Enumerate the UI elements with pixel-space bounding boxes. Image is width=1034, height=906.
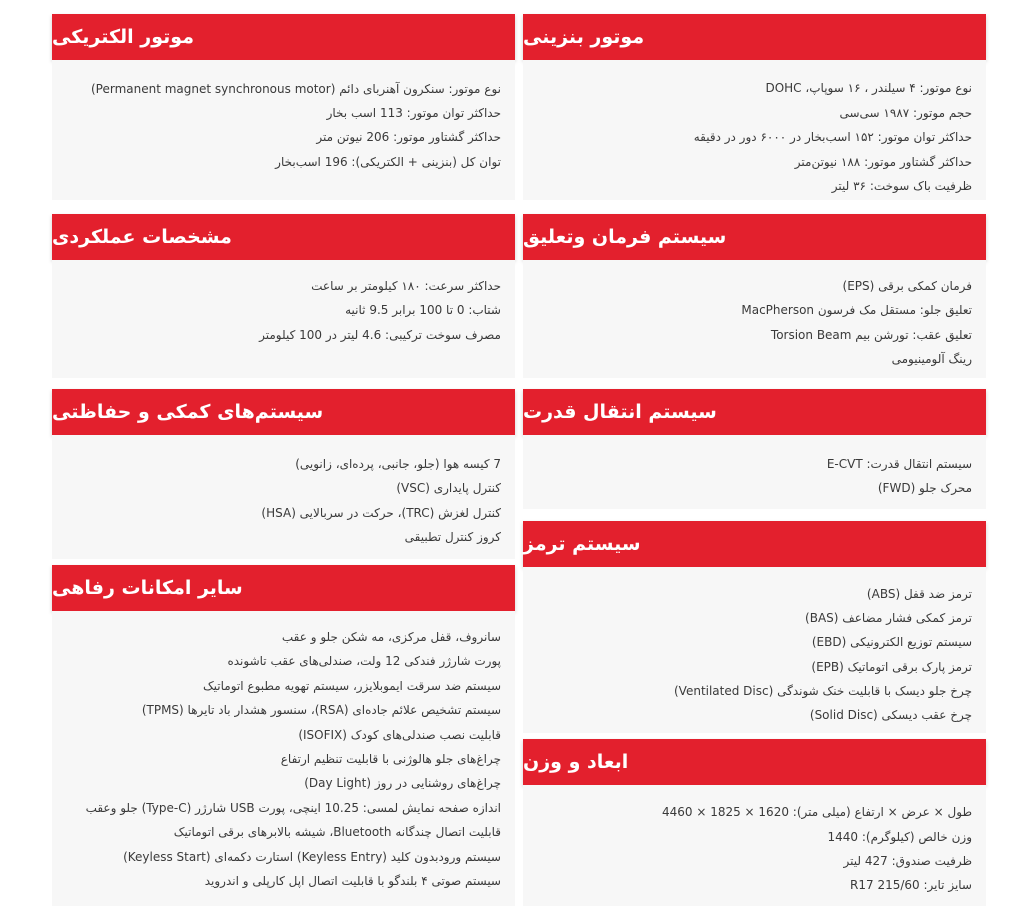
section-dimensions-weight (523, 739, 986, 906)
spec-line: قابلیت اتصال چندگانه Bluetooth، شیشه بالابرهای برقی اتوماتیک (173, 825, 501, 839)
section-title: سیستم‌های کمکی و حفاظتی (52, 389, 515, 435)
section-body (52, 60, 515, 200)
spec-line: سیستم ضد سرقت ایموبلایزر، سیستم تهویه مطبوع اتوماتیک (202, 679, 501, 693)
spec-line: مصرف سوخت ترکیبی: 4.6 لیتر در 100 کیلومتر (259, 328, 501, 342)
section-body (523, 60, 986, 200)
section-title: سیستم انتقال قدرت (523, 389, 986, 435)
spec-line: توان کل (بنزینی + الکتریکی): 196 اسب‌بخار (275, 155, 501, 169)
spec-line: طول × عرض × ارتفاع (میلی متر): 1620 × 1825 × 4460 (661, 805, 972, 819)
spec-line: کنترل پایداری (VSC) (396, 481, 501, 495)
spec-line: سیستم تشخیص علائم جاده‌ای (RSA)، سنسور هشدار باد تایرها (TPMS) (141, 703, 501, 717)
section-title: سایر امکانات رفاهی (52, 565, 515, 611)
spec-line: کروز کنترل تطبیقی (404, 530, 501, 544)
section-transmission (523, 389, 986, 509)
section-title: سیستم فرمان وتعلیق (523, 214, 986, 260)
spec-line: رینگ آلومینیومی (891, 352, 972, 366)
spec-line: حداکثر گشتاور موتور: ۱۸۸ نیوتن‌متر (794, 155, 972, 169)
spec-line: چرخ جلو دیسک با قابلیت خنک شوندگی (Ventilated Disc) (673, 684, 972, 698)
spec-line: چرخ عقب دیسکی (Solid Disc) (809, 708, 972, 722)
section-title: موتور الکتریکی (52, 14, 515, 60)
spec-line: حجم موتور: ۱۹۸۷ سی‌سی (839, 106, 972, 120)
spec-line: محرک جلو (FWD) (877, 481, 972, 495)
spec-line: سایز تایر: 215/60 R17 (850, 878, 972, 892)
spec-line: حداکثر گشتاور موتور: 206 نیوتن متر (316, 130, 501, 144)
spec-line: کنترل لغزش (TRC)، حرکت در سربالایی (HSA) (261, 506, 501, 520)
section-performance (52, 214, 515, 378)
spec-line: اندازه صفحه نمایش لمسی: 10.25 اینچی، پورت USB شارژر (Type-C) جلو وعقب (85, 801, 501, 815)
spec-line: ترمز پارک برقی اتوماتیک (EPB) (811, 660, 972, 674)
section-body (523, 785, 986, 906)
section-title: مشخصات عملکردی (52, 214, 515, 260)
spec-line: فرمان کمکی برقی (EPS) (842, 279, 972, 293)
section-body (523, 435, 986, 509)
section-safety-systems (52, 389, 515, 559)
spec-line: ترمز کمکی فشار مضاعف (BAS) (805, 611, 972, 625)
section-body (523, 567, 986, 733)
section-steering-suspension (523, 214, 986, 378)
spec-line: چراغ‌های جلو هالوژنی با قابلیت تنظیم ارتفاع (280, 752, 501, 766)
section-body (52, 611, 515, 906)
spec-line: پورت شارژر فندکی 12 ولت، صندلی‌های عقب تاشونده (227, 654, 501, 668)
section-electric-motor (52, 14, 515, 200)
spec-line: سیستم صوتی ۴ بلندگو با قابلیت اتصال اپل کارپلی و اندروید (204, 874, 501, 888)
spec-line: وزن خالص (کیلوگرم): 1440 (827, 830, 972, 844)
spec-line: ترمز ضد قفل (ABS) (866, 587, 972, 601)
spec-line: حداکثر سرعت: ۱۸۰ کیلومتر بر ساعت (311, 279, 501, 293)
section-title: ابعاد و وزن (523, 739, 986, 785)
spec-line: نوع موتور: ۴ سیلندر ، ۱۶ سوپاپ، DOHC (765, 81, 972, 95)
spec-line: سیستم توزیع الکترونیکی (EBD) (811, 635, 972, 649)
spec-line: ظرفیت باک سوخت: ۳۶ لیتر (831, 179, 972, 193)
spec-line: شتاب: 0 تا 100 برابر 9.5 ثانیه (345, 303, 501, 317)
section-title: موتور بنزینی (523, 14, 986, 60)
spec-line: قابلیت نصب صندلی‌های کودک (ISOFIX) (298, 728, 501, 742)
section-comfort-features (52, 565, 515, 906)
spec-line: 7 کیسه هوا (جلو، جانبی، پرده‌ای، زانویی) (295, 457, 501, 471)
spec-line: سیستم انتقال قدرت: E-CVT (826, 457, 972, 471)
section-brakes (523, 521, 986, 733)
spec-line: حداکثر توان موتور: 113 اسب بخار (326, 106, 501, 120)
spec-line: تعلیق جلو: مستقل مک فرسون MacPherson (741, 303, 972, 317)
spec-line: سانروف، قفل مرکزی، مه شکن جلو و عقب (281, 630, 501, 644)
spec-line: تعلیق عقب: تورشن بیم Torsion Beam (770, 328, 972, 342)
spec-line: نوع موتور: سنکرون آهنربای دائم (Permanent magnet synchronous motor) (90, 82, 501, 96)
spec-line: حداکثر توان موتور: ۱۵۲ اسب‌بخار در ۶۰۰۰ دور در دقیقه (693, 130, 972, 144)
section-body (52, 260, 515, 378)
section-body (523, 260, 986, 378)
spec-line: چراغ‌های روشنایی در روز (Day Light) (304, 776, 501, 790)
spec-line: ظرفیت صندوق: 427 لیتر (843, 854, 972, 868)
section-body (52, 435, 515, 559)
section-title: سیستم ترمز (523, 521, 986, 567)
section-petrol-engine (523, 14, 986, 200)
spec-line: سیستم ورودبدون کلید (Keyless Entry) استارت دکمه‌ای (Keyless Start) (123, 850, 501, 864)
